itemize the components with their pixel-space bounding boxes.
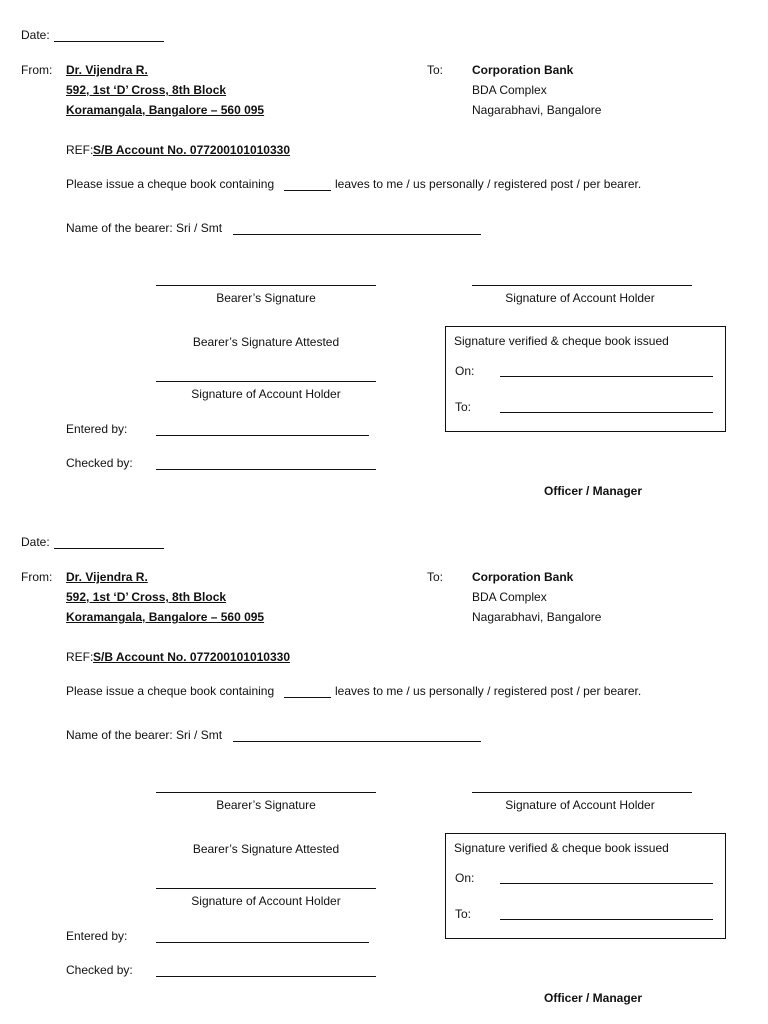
- verification-box: [445, 326, 726, 432]
- officer-manager-label: Officer / Manager: [544, 484, 643, 498]
- entered-by-blank[interactable]: [156, 435, 369, 436]
- bearer-name-blank[interactable]: [233, 234, 481, 235]
- entered-by-label: Entered by:: [66, 929, 128, 943]
- bearer-attested-label: Bearer’s Signature Attested: [192, 335, 340, 349]
- to-label: To:: [427, 63, 444, 77]
- holder-signature-line[interactable]: [472, 285, 692, 286]
- cheque-request-form-2: [0, 507, 768, 1014]
- date-blank[interactable]: [54, 41, 164, 42]
- from-label: From:: [21, 63, 53, 77]
- verified-to-blank[interactable]: [500, 919, 713, 920]
- verified-to-label: To:: [455, 907, 472, 921]
- verified-on-blank[interactable]: [500, 883, 713, 884]
- entered-by-label: Entered by:: [66, 422, 128, 436]
- cheque-request-form-1: [0, 0, 768, 507]
- from-address-line-2: Koramangala, Bangalore – 560 095: [66, 103, 265, 117]
- bearer-signature-label: Bearer’s Signature: [216, 291, 316, 305]
- date-label: Date:: [21, 535, 50, 549]
- attest-holder-signature-line[interactable]: [156, 888, 376, 889]
- to-address-line-2: Nagarabhavi, Bangalore: [472, 103, 602, 117]
- from-address-line-2: Koramangala, Bangalore – 560 095: [66, 610, 265, 624]
- checked-by-blank[interactable]: [156, 469, 376, 470]
- ref-account-number: S/B Account No. 077200101010330: [93, 650, 290, 664]
- to-bank-name: Corporation Bank: [472, 63, 574, 77]
- officer-manager-label: Officer / Manager: [544, 991, 643, 1005]
- verified-to-label: To:: [455, 400, 472, 414]
- verified-to-blank[interactable]: [500, 412, 713, 413]
- issue-text-end: leaves to me / us personally / registered post / per bearer.: [335, 177, 642, 191]
- to-bank-name: Corporation Bank: [472, 570, 574, 584]
- bearer-name-label: Name of the bearer: Sri / Smt: [66, 728, 223, 742]
- issue-text-start: Please issue a cheque book containing: [66, 177, 275, 191]
- verified-title: Signature verified & cheque book issued: [454, 841, 669, 855]
- from-label: From:: [21, 570, 53, 584]
- to-address-line-1: BDA Complex: [472, 83, 547, 97]
- to-address-line-2: Nagarabhavi, Bangalore: [472, 610, 602, 624]
- to-address-line-1: BDA Complex: [472, 590, 547, 604]
- attest-holder-signature-label: Signature of Account Holder: [191, 894, 341, 908]
- leaves-count-blank[interactable]: [284, 190, 331, 191]
- to-label: To:: [427, 570, 444, 584]
- holder-signature-line[interactable]: [472, 792, 692, 793]
- date-label: Date:: [21, 28, 50, 42]
- bearer-signature-label: Bearer’s Signature: [216, 798, 316, 812]
- bearer-name-label: Name of the bearer: Sri / Smt: [66, 221, 223, 235]
- bearer-attested-label: Bearer’s Signature Attested: [192, 842, 340, 856]
- ref-account-number: S/B Account No. 077200101010330: [93, 143, 290, 157]
- verified-on-blank[interactable]: [500, 376, 713, 377]
- checked-by-label: Checked by:: [66, 963, 133, 977]
- from-address-line-1: 592, 1st ‘D’ Cross, 8th Block: [66, 83, 227, 97]
- holder-signature-label: Signature of Account Holder: [505, 798, 655, 812]
- from-name: Dr. Vijendra R.: [66, 570, 148, 584]
- date-blank[interactable]: [54, 548, 164, 549]
- issue-text-end: leaves to me / us personally / registered post / per bearer.: [335, 684, 642, 698]
- bearer-name-blank[interactable]: [233, 741, 481, 742]
- bearer-signature-line[interactable]: [156, 792, 376, 793]
- leaves-count-blank[interactable]: [284, 697, 331, 698]
- from-address-line-1: 592, 1st ‘D’ Cross, 8th Block: [66, 590, 227, 604]
- from-name: Dr. Vijendra R.: [66, 63, 148, 77]
- holder-signature-label: Signature of Account Holder: [505, 291, 655, 305]
- verification-box: [445, 833, 726, 939]
- checked-by-label: Checked by:: [66, 456, 133, 470]
- attest-holder-signature-line[interactable]: [156, 381, 376, 382]
- verified-on-label: On:: [455, 364, 475, 378]
- verified-title: Signature verified & cheque book issued: [454, 334, 669, 348]
- issue-text-start: Please issue a cheque book containing: [66, 684, 275, 698]
- attest-holder-signature-label: Signature of Account Holder: [191, 387, 341, 401]
- ref-label: REF:: [66, 650, 94, 664]
- bearer-signature-line[interactable]: [156, 285, 376, 286]
- ref-label: REF:: [66, 143, 94, 157]
- checked-by-blank[interactable]: [156, 976, 376, 977]
- entered-by-blank[interactable]: [156, 942, 369, 943]
- verified-on-label: On:: [455, 871, 475, 885]
